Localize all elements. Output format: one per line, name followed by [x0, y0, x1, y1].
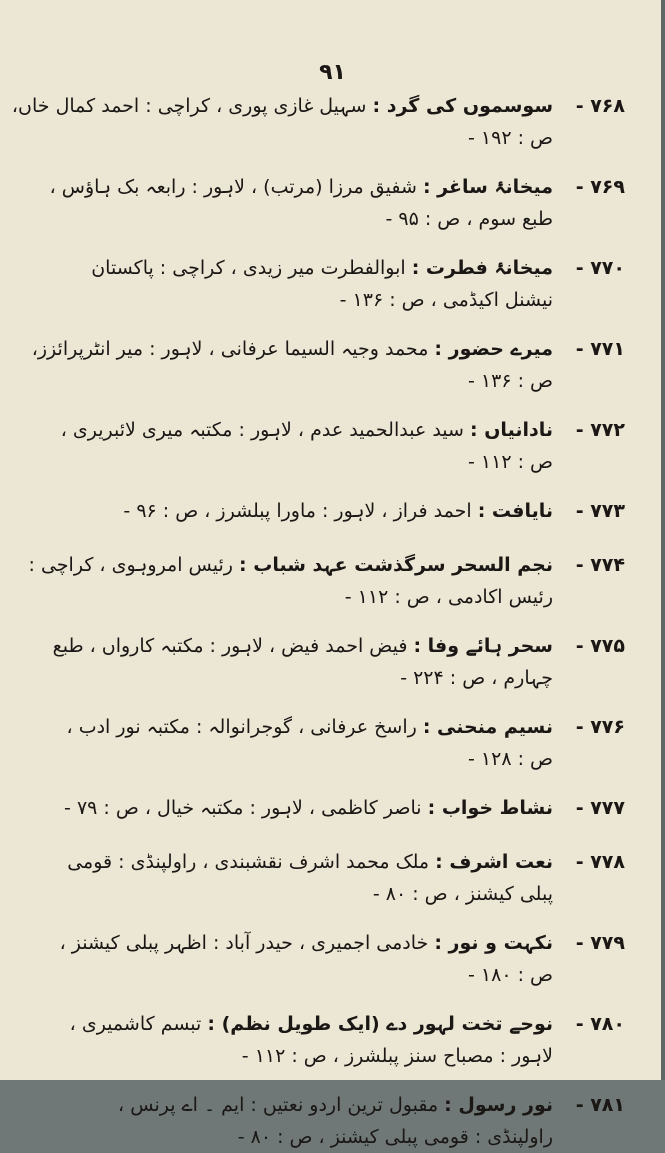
entry-continuation: ص : ۱۲۸ -	[468, 748, 553, 770]
entry-774	[28, 549, 625, 613]
entry-title: نعت اشرف :	[435, 851, 553, 873]
entry-768	[11, 90, 625, 154]
entry-775	[40, 630, 625, 694]
entry-details: فیض احمد فیض ، لاہور : مکتبہ کارواں ، طبع	[52, 635, 414, 657]
entry-continuation: راولپنڈی : قومی پبلی کیشنز ، ص : ۸۰ -	[237, 1126, 553, 1148]
entry-details: تبسم کاشمیری ،	[69, 1013, 208, 1035]
entry-details: خادمی اجمیری ، حیدر آباد : اظہر پبلی کیشنز ،	[59, 932, 435, 954]
page-number: ۹۱	[319, 60, 346, 85]
entry-number: ۷۷۵ -	[575, 635, 625, 657]
entry-details: محمد وجیہ السیما عرفانی ، لاہور : میر انٹرپرائزز،	[31, 338, 435, 360]
entry-771	[31, 333, 625, 397]
entry-continuation: ص : ۱۱۲ -	[468, 451, 553, 473]
entry-continuation: طبع سوم ، ص : ۹۵ -	[385, 208, 553, 230]
entry-770	[40, 252, 625, 316]
bibliography-list	[11, 90, 625, 1153]
entry-number: ۷۷۸ -	[575, 851, 625, 873]
page-edge	[661, 0, 665, 1080]
entry-details: ناصر کاظمی ، لاہور : مکتبہ خیال ، ص : ۷۹ -	[64, 797, 428, 819]
entry-title: سوسموں کی گرد :	[372, 95, 553, 117]
entry-number: ۷۸۱ -	[575, 1094, 625, 1116]
entry-number: ۷۷۷ -	[575, 797, 625, 819]
entry-title: میرے حضور :	[434, 338, 553, 360]
entry-details: رئیس امروہوی ، کراچی :	[28, 554, 240, 576]
entry-780	[40, 1008, 625, 1072]
entry-number: ۷۶۹ -	[575, 176, 625, 198]
entry-number: ۷۷۶ -	[575, 716, 625, 738]
entry-title: میخانۂ ساغر :	[422, 176, 553, 198]
entry-continuation: لاہور : مصباح سنز پبلشرز ، ص : ۱۱۲ -	[241, 1045, 553, 1067]
entry-776	[40, 711, 625, 775]
entry-details: راسخ عرفانی ، گوجرانوالہ : مکتبہ نور ادب ،	[66, 716, 423, 738]
entry-number: ۷۸۰ -	[575, 1013, 625, 1035]
entry-title: نوحے تخت لہور دے (ایک طویل نظم) :	[207, 1013, 553, 1035]
entry-details: ملک محمد اشرف نقشبندی ، راولپنڈی : قومی	[67, 851, 436, 873]
entry-continuation: ص : ۱۹۲ -	[468, 127, 553, 149]
entry-title: سحر ہائے وفا :	[413, 635, 553, 657]
entry-772	[40, 414, 625, 478]
entry-continuation: چہارم ، ص : ۲۲۴ -	[400, 667, 553, 689]
entry-773	[40, 495, 625, 527]
entry-769	[40, 171, 625, 235]
entry-title: میخانۂ فطرت :	[411, 257, 553, 279]
entry-number: ۷۷۳ -	[575, 500, 625, 522]
entry-continuation: ص : ۱۳۶ -	[468, 370, 553, 392]
entry-number: ۷۷۹ -	[575, 932, 625, 954]
entry-continuation: نیشنل اکیڈمی ، ص : ۱۳۶ -	[339, 289, 553, 311]
entry-title: نور رسول :	[444, 1094, 553, 1116]
entry-number: ۷۶۸ -	[575, 95, 625, 117]
entry-number: ۷۷۱ -	[575, 338, 625, 360]
entry-continuation: رئیس اکادمی ، ص : ۱۱۲ -	[344, 586, 553, 608]
entry-777	[40, 792, 625, 824]
entry-details: شفیق مرزا (مرتب) ، لاہور : رابعہ بک ہاؤس ،	[49, 176, 423, 198]
entry-continuation: ص : ۱۸۰ -	[468, 964, 553, 986]
entry-title: نسیم منحنی :	[422, 716, 553, 738]
entry-details: سہیل غازی پوری ، کراچی : احمد کمال خاں،	[11, 95, 373, 117]
entry-title: نکہت و نور :	[434, 932, 553, 954]
entry-title: نشاط خواب :	[427, 797, 553, 819]
entry-number: ۷۷۰ -	[575, 257, 625, 279]
entry-details: سید عبدالحمید عدم ، لاہور : مکتبہ میری لائبریری ،	[60, 419, 470, 441]
entry-778	[40, 846, 625, 910]
entry-details: احمد فراز ، لاہور : ماورا پبلشرز ، ص : ۹۶ -	[123, 500, 478, 522]
entry-title: نادانیاں :	[470, 419, 553, 441]
entry-details: مقبول ترین اردو نعتیں : ایم ۔ اے پرنس ،	[118, 1094, 445, 1116]
entry-details: ابوالفطرت میر زیدی ، کراچی : پاکستان	[91, 257, 412, 279]
entry-continuation: پبلی کیشنز ، ص : ۸۰ -	[372, 883, 553, 905]
entry-number: ۷۷۴ -	[575, 554, 625, 576]
entry-title: نجم السحر سرگذشت عہد شباب :	[239, 554, 553, 576]
entry-779	[40, 927, 625, 991]
entry-number: ۷۷۲ -	[575, 419, 625, 441]
entry-title: نایافت :	[477, 500, 553, 522]
entry-781	[40, 1089, 625, 1153]
